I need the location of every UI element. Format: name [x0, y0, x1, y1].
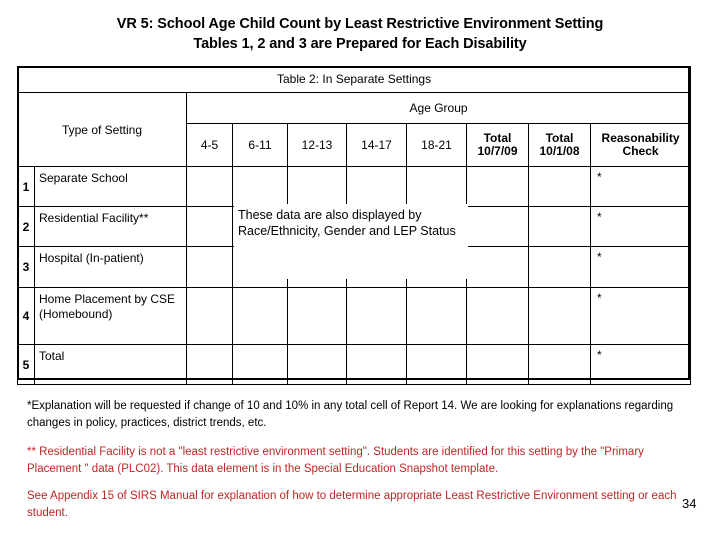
header-age-4-5: 4-5: [187, 124, 233, 167]
table-caption: Table 2: In Separate Settings: [18, 67, 691, 93]
cell-total-current[interactable]: [467, 345, 529, 385]
header-age-12-13: 12-13: [288, 124, 347, 167]
row-label-total: Total: [35, 345, 187, 385]
cell-reasonability-check[interactable]: *: [591, 247, 691, 288]
cell-age-14-17[interactable]: [347, 167, 407, 207]
inline-note-also-displayed-by: These data are also displayed by Race/Ethnicity, Gender and LEP Status: [234, 204, 468, 279]
row-number: 4: [18, 288, 35, 345]
cell-total-current[interactable]: [467, 207, 529, 247]
cell-age-14-17[interactable]: [347, 345, 407, 385]
cell-total-prior[interactable]: [529, 288, 591, 345]
header-age-14-17: 14-17: [347, 124, 407, 167]
table-row: [18, 288, 691, 345]
cell-age-6-11[interactable]: [233, 167, 288, 207]
cell-age-12-13[interactable]: [288, 167, 347, 207]
footnote-double-asterisk-paragraph-1: ** Residential Facility is not a "least restrictive environment setting". Students are identified for this setting by the "Primary Placement " data (PLC02). This data element is in the Special Education Snapshot template.: [27, 446, 644, 475]
header-age-group: Age Group: [187, 93, 691, 124]
row-number: 5: [18, 345, 35, 385]
cell-reasonability-check[interactable]: *: [591, 288, 691, 345]
header-total-current-label: Total: [483, 131, 512, 145]
cell-age-4-5[interactable]: [187, 167, 233, 207]
row-label-hospital: Hospital (In-patient): [35, 247, 187, 288]
row-label-separate-school: Separate School: [35, 167, 187, 207]
header-total-current-date: 10/7/09: [477, 144, 518, 158]
page-title-line-1: VR 5: School Age Child Count by Least Restrictive Environment Setting: [116, 16, 604, 32]
cell-total-current[interactable]: [467, 288, 529, 345]
cell-age-12-13[interactable]: [288, 288, 347, 345]
cell-age-4-5[interactable]: [187, 345, 233, 385]
cell-age-18-21[interactable]: [407, 345, 467, 385]
header-total-current: [467, 124, 529, 167]
header-total-prior: [529, 124, 591, 167]
cell-reasonability-check[interactable]: *: [591, 167, 691, 207]
row-number: 3: [18, 247, 35, 288]
cell-age-6-11[interactable]: [233, 288, 288, 345]
cell-age-12-13[interactable]: [288, 345, 347, 385]
header-age-6-11: 6-11: [233, 124, 288, 167]
header-total-prior-date: 10/1/08: [539, 144, 580, 158]
cell-total-prior[interactable]: [529, 345, 591, 385]
header-reasonability-line-1: Reasonability: [601, 131, 680, 145]
cell-age-4-5[interactable]: [187, 247, 233, 288]
footnote-double-asterisk-paragraph-2: See Appendix 15 of SIRS Manual for explanation of how to determine appropriate Least Restrictive Environment setting or each student.: [27, 490, 677, 519]
table-row: [18, 345, 691, 385]
cell-total-prior[interactable]: [529, 207, 591, 247]
table-header-row-1: [18, 93, 691, 124]
page-number: 34: [682, 496, 697, 511]
cell-age-18-21[interactable]: [407, 288, 467, 345]
header-reasonability-check: [591, 124, 691, 167]
row-label-home-placement: Home Placement by CSE (Homebound): [35, 288, 187, 345]
cell-total-current[interactable]: [467, 167, 529, 207]
cell-age-18-21[interactable]: [407, 167, 467, 207]
table-row: [18, 167, 691, 207]
page-title: [0, 14, 720, 54]
row-number: 1: [18, 167, 35, 207]
cell-age-4-5[interactable]: [187, 207, 233, 247]
footnote-single-asterisk: *Explanation will be requested if change of 10 and 10% in any total cell of Report 14. We are looking for explanations regarding changes in policy, practices, district trends, etc.: [27, 400, 674, 429]
footnote-double-asterisk: [27, 444, 679, 521]
header-type-of-setting: Type of Setting: [18, 93, 187, 167]
header-reasonability-line-2: Check: [622, 144, 659, 158]
table-caption-row: [18, 67, 691, 93]
header-age-18-21: 18-21: [407, 124, 467, 167]
cell-age-6-11[interactable]: [233, 345, 288, 385]
page-title-line-2: Tables 1, 2 and 3 are Prepared for Each Disability: [193, 36, 527, 52]
cell-total-prior[interactable]: [529, 167, 591, 207]
cell-age-4-5[interactable]: [187, 288, 233, 345]
cell-reasonability-check[interactable]: *: [591, 345, 691, 385]
row-number: 2: [18, 207, 35, 247]
row-label-residential-facility: Residential Facility**: [35, 207, 187, 247]
cell-age-14-17[interactable]: [347, 288, 407, 345]
cell-total-current[interactable]: [467, 247, 529, 288]
cell-reasonability-check[interactable]: *: [591, 207, 691, 247]
cell-total-prior[interactable]: [529, 247, 591, 288]
header-total-prior-label: Total: [545, 131, 574, 145]
